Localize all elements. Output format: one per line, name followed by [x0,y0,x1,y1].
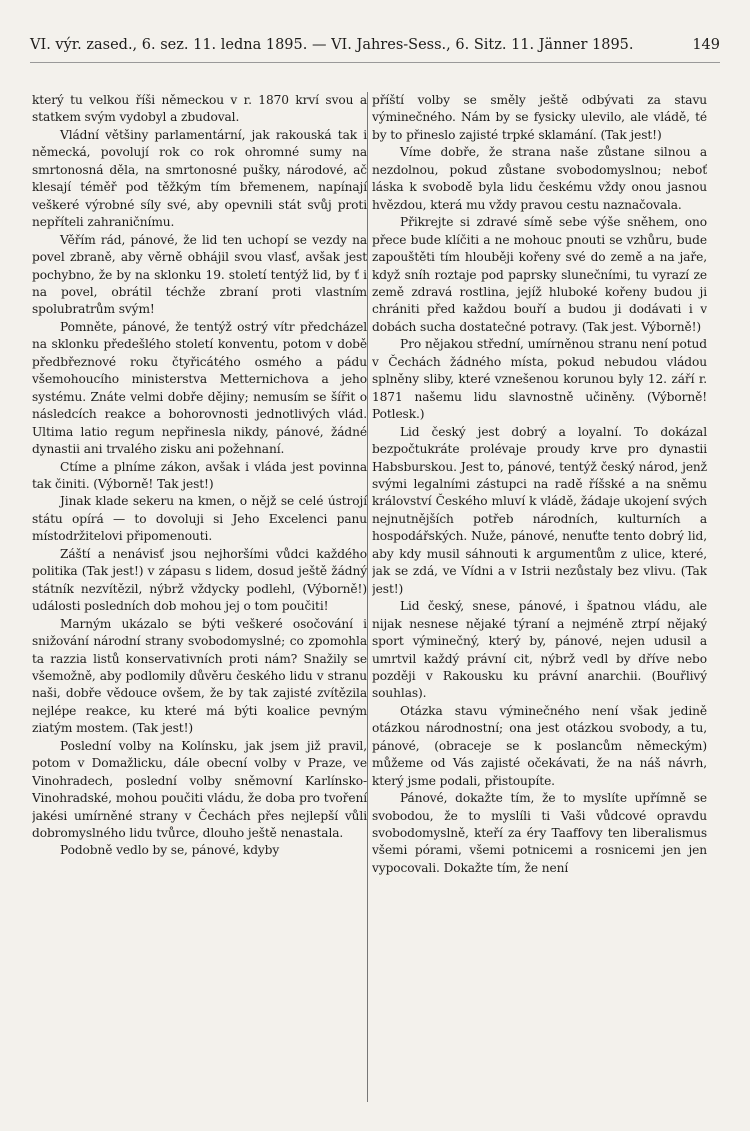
paragraph: Záští a nenávisť jsou nejhoršími vůdci každého politika (Tak jest!) v zápasu s lidem, dosud ještě žádný státník nezvítězil, nýbrž vždycky podlehl, (Výborně!) události posledních dob mohou jej o tom poučiti! [32,546,367,614]
paragraph: Pro nějakou střední, umírněnou stranu není potud v Čechách žádného místa, pokud nebudou vládou splněny sliby, které vznešenou korunou byly 12. září r. 1871 našemu lidu slavnostně učiněny. (Výborně! Potlesk.) [372,337,707,422]
paragraph: příští volby se směly ještě odbývati za stavu výminečného. Nám by se fysicky ulevilo, ale vládě, té by to přineslo zajisté trpké sklamání. (Tak jest!) [372,93,707,142]
running-header [30,36,720,54]
left-column [32,92,367,1102]
right-column [372,92,707,1102]
paragraph: Víme dobře, že strana naše zůstane silnou a nezdolnou, pokud zůstane svobodomyslnou; neboť láska k svobodě byla lidu českému vždy onou jasnou hvězdou, která mu vždy pravou cestu naznačovala. [372,145,707,212]
paragraph: Podobně vedlo by se, pánové, kdyby [60,843,280,858]
column-divider [367,92,368,1102]
paragraph: Vládní většiny parlamentární, jak rakouská tak i německá, povolují rok co rok ohromné sumy na smrtonosná děla, na smrtonosné pušky, národové, ač klesají téměř pod těžkým tím břemenem, napínají veškeré výrobné síly své, aby opevnili stát svůj proti nepříteli zahraničnímu. [32,127,367,230]
paragraph: Přikrejte si zdravé símě sebe výše sněhem, ono přece bude klíčiti a ne mohouc pnouti se vzhůru, bude zapouštěti tím hlouběji kořeny své do země a na jaře, když sníh roztaje pod paprsky slunečními, tu vyrazí ze země zdravá rostlina, jejíž hluboké kořeny budou ji chrániti před každou bouří a budou ji dodávati i v dobách sucha dostatečné potravy. (Tak jest. Výborně!) [372,215,707,334]
page-number: 149 [692,37,720,53]
paragraph: Věřím rád, pánové, že lid ten uchopí se vezdy na povel zbraně, aby věrně obhájil svou vlasť, avšak jest pochybno, že by na sklonku 19. století tentýž lid, by ť i na povel, obrátil téchže zbraní proti vlastním spolubratrům svým! [32,232,367,317]
paragraph: Pomněte, pánové, že tentýž ostrý vítr předcházel na sklonku předešlého století konventu, potom v době předbřeznové roku čtyřicátého osmého a pádu všemohoucího ministerstva Metternichova a jeho systému. Znáte velmi dobře dějiny; nemusím se šířit o následcích reakce a bohorovnosti jednotlivých vlád. Ultima latio regum nepřinesla nikdy, pánové, žádné dynastii ani trvalého zisku ani požehnaní. [32,319,367,457]
paragraph: Poslední volby na Kolínsku, jak jsem již pravil, potom v Domažlicku, dále obecní volby v Praze, ve Vinohradech, poslední volby sněmovní Karlínsko-Vinohradské, mohou poučiti vládu, že doba pro tvoření jakési umírněné strany v Čechách přes nejlepší vůli dobromyslného lidu tvůrce, dlouho ještě nenastala. [32,738,367,841]
paragraph: Lid český jest dobrý a loyalní. To dokázal bezpočtukráte prolévaje proudy krve pro dynastii Habsburskou. Jest to, pánové, tentýž český národ, jenž svými legalními zástupci na radě říšské a na sněmu království Českého mluví k vládě, žádaje ukojení svých nejnutnějších potřeb národních, kulturních a hospodářských. Nuže, pánové, nenuťte tento dobrý lid, aby kdy musil sáhnouti k argumentům z ulice, které, jak se zdá, ve Vídni a v Istrii nezůstaly bez vlivu. (Tak jest!) [372,424,707,596]
paragraph: Marným ukázalo se býti veškeré osočování i snižování národní strany svobodomyslné; co zpomohla ta razzia listů konservativních proti nám? Snažily se všemožně, aby podlomily důvěru českého lidu v stranu naši, dobře vědouce ovšem, že by tak zajisté zvítězila nejlépe reakce, ku které má býti koalice pevným ziatým mostem. (Tak jest!) [32,616,367,736]
header-title: VI. výr. zased., 6. sez. 11. ledna 1895. — VI. Jahres-Sess., 6. Sitz. 11. Jänner 1895. [30,37,634,53]
paragraph: který tu velkou říši německou v r. 1870 krví svou a statkem svým vydobyl a zbudoval. [32,93,367,125]
paragraph: Jinak klade sekeru na kmen, o nějž se celé ústrojí státu opírá — to dovoluji si Jeho Excelenci panu místodržitelovi připomenouti. [32,494,367,544]
header-rule [30,62,720,63]
paragraph: Ctíme a plníme zákon, avšak i vláda jest povinna tak činiti. (Výborně! Tak jest!) [32,459,367,491]
paragraph: Lid český, snese, pánové, i špatnou vládu, ale nijak nesnese nějaké týraní a nejméně ztrpí nějaký sport výminečný, který by, pánové, nejen udusil a umrtvil každý právní cit, nýbrž vedl by dříve nebo později v Rakousku ku právní anarchii. (Bouřlivý souhlas). [372,599,707,701]
paragraph: Otázka stavu výminečného není však jedině otázkou národnostní; ona jest otázkou svobody, a tu, pánové, (obraceje se k poslancům německým) můžeme od Vás zajisté očekávati, že na náš návrh, který jsme podali, přistoupíte. [372,703,707,788]
paragraph: Pánové, dokažte tím, že to myslíte upřímně se svobodou, že to myslíli ti Vaši vůdcové opravdu svobodomyslně, kteří za éry Taaffovy ten liberalismus všemi pórami, všemi potnicemi a rosnicemi jen jen vypocovali. Dokažte tím, že není [372,791,707,875]
